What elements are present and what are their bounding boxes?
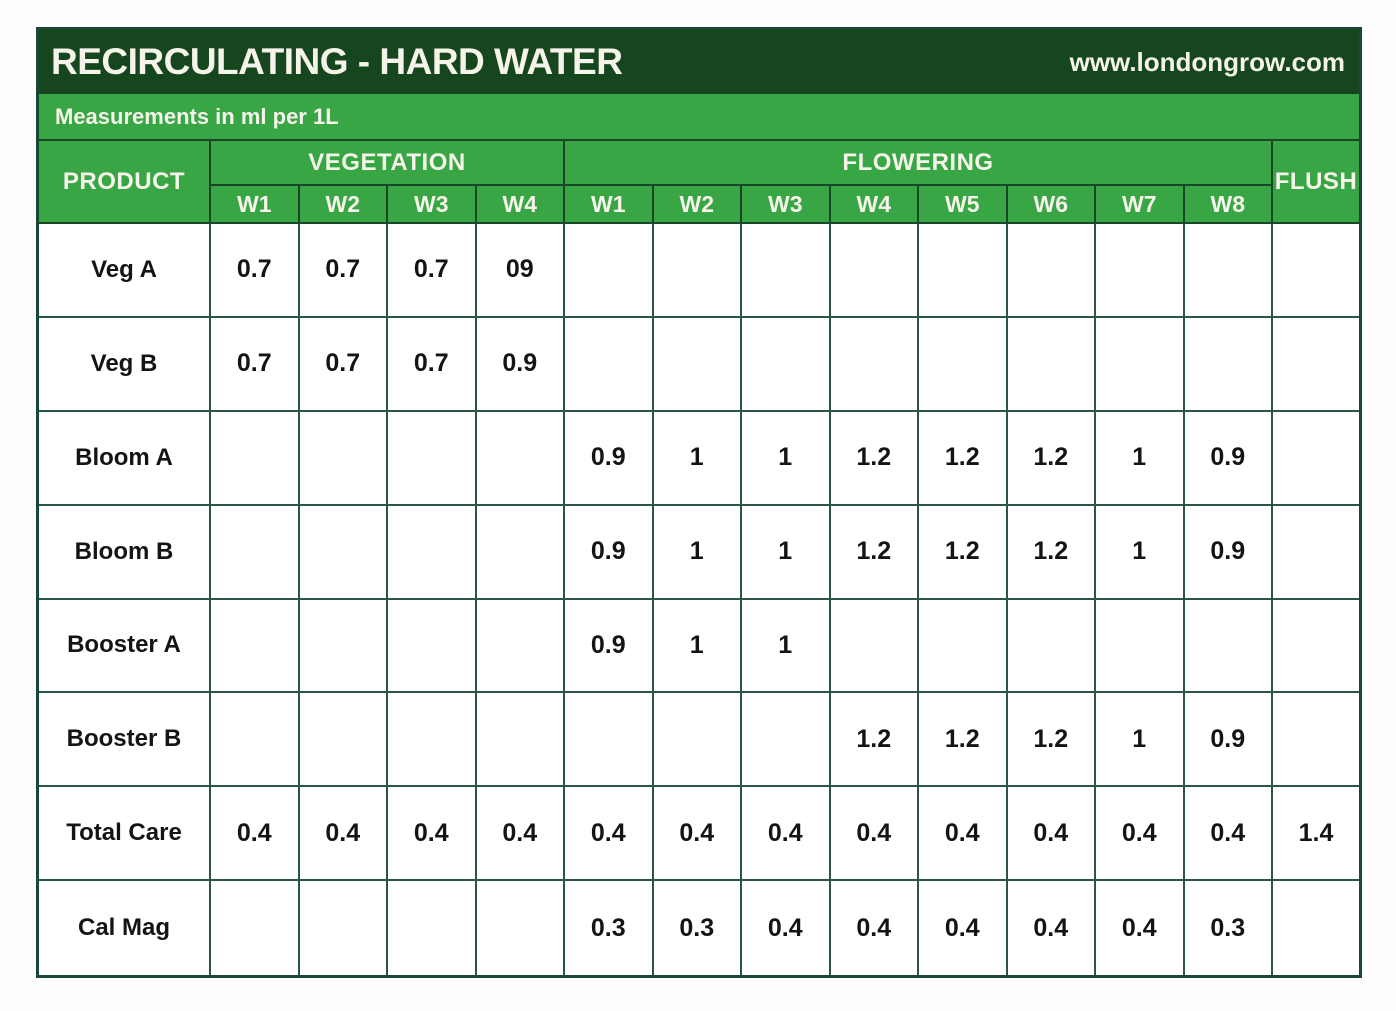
value-cell: 1 [742,506,831,600]
value-cell: 0.9 [565,506,654,600]
value-cell [831,224,920,318]
value-cell [831,318,920,412]
value-cell: 1.2 [1008,412,1097,506]
flush-value-cell [1273,318,1359,412]
measurements-note: Measurements in ml per 1L [55,103,339,129]
value-cell: 0.9 [1185,506,1274,600]
value-cell: 0.7 [388,318,477,412]
value-cell: 1 [654,600,743,694]
page-title: RECIRCULATING - HARD WATER [51,41,623,82]
value-cell [831,600,920,694]
value-cell: 1.2 [919,412,1008,506]
value-cell: 1.2 [919,693,1008,787]
value-cell [742,224,831,318]
value-cell: 1 [742,600,831,694]
flush-value-cell [1273,600,1359,694]
product-name: Bloom A [39,412,211,506]
value-cell: 0.4 [1185,787,1274,881]
value-cell [1185,318,1274,412]
measurements-bar [39,94,1359,141]
value-cell: 1 [1096,506,1185,600]
product-name: Bloom B [39,506,211,600]
product-column-header: PRODUCT [39,141,211,224]
value-cell: 1 [654,506,743,600]
value-cell [654,693,743,787]
value-cell [919,224,1008,318]
value-cell [211,506,300,600]
value-cell: 0.4 [919,881,1008,975]
value-cell [919,318,1008,412]
value-cell [919,600,1008,694]
value-cell: 0.7 [211,224,300,318]
value-cell: 0.4 [742,881,831,975]
week-header-flower-w1: W1 [565,186,654,224]
value-cell: 0.9 [477,318,566,412]
value-cell: 0.4 [1096,787,1185,881]
value-cell: 0.7 [388,224,477,318]
value-cell [1008,318,1097,412]
week-header-flower-w3: W3 [742,186,831,224]
value-cell: 0.3 [1185,881,1274,975]
website-link[interactable]: www.londongrow.com [1069,46,1345,77]
flush-value-cell [1273,224,1359,318]
value-cell [300,600,389,694]
value-cell: 1 [742,412,831,506]
value-cell [742,318,831,412]
flush-value-cell [1273,412,1359,506]
value-cell [211,881,300,975]
value-cell [565,318,654,412]
value-cell [1185,600,1274,694]
flush-column-header: FLUSH [1273,141,1359,224]
value-cell: 0.3 [565,881,654,975]
value-cell: 0.4 [919,787,1008,881]
value-cell [477,600,566,694]
week-header-veg-w3: W3 [388,186,477,224]
value-cell: 0.4 [831,787,920,881]
value-cell: 0.3 [654,881,743,975]
value-cell: 0.9 [1185,412,1274,506]
week-header-veg-w4: W4 [477,186,566,224]
value-cell [300,881,389,975]
week-header-flower-w4: W4 [831,186,920,224]
value-cell: 1 [1096,693,1185,787]
value-cell [565,224,654,318]
value-cell: 1.2 [831,412,920,506]
value-cell: 1.2 [831,506,920,600]
value-cell: 0.4 [654,787,743,881]
value-cell [477,506,566,600]
value-cell: 0.4 [1008,881,1097,975]
value-cell [211,600,300,694]
value-cell: 0.4 [388,787,477,881]
value-cell: 1.2 [1008,693,1097,787]
value-cell: 1 [1096,412,1185,506]
week-header-veg-w1: W1 [211,186,300,224]
value-cell [300,506,389,600]
value-cell: 0.4 [211,787,300,881]
value-cell: 0.7 [300,318,389,412]
value-cell [1008,224,1097,318]
value-cell [477,693,566,787]
value-cell: 0.4 [300,787,389,881]
value-cell [211,412,300,506]
value-cell: 0.9 [565,412,654,506]
value-cell [1096,600,1185,694]
flush-value-cell [1273,693,1359,787]
week-header-flower-w8: W8 [1185,186,1274,224]
value-cell [300,693,389,787]
value-cell [477,412,566,506]
value-cell [1096,318,1185,412]
feed-table [39,141,1359,975]
value-cell [1096,224,1185,318]
value-cell: 0.4 [477,787,566,881]
value-cell [300,412,389,506]
flush-value-cell: 1.4 [1273,787,1359,881]
week-header-flower-w2: W2 [654,186,743,224]
value-cell: 09 [477,224,566,318]
value-cell: 0.4 [1096,881,1185,975]
value-cell [1008,600,1097,694]
value-cell [1185,224,1274,318]
value-cell [742,693,831,787]
week-header-veg-w2: W2 [300,186,389,224]
value-cell: 0.4 [565,787,654,881]
value-cell: 1.2 [919,506,1008,600]
value-cell [565,693,654,787]
product-name: Veg A [39,224,211,318]
value-cell: 0.7 [211,318,300,412]
value-cell [388,881,477,975]
value-cell [388,412,477,506]
week-header-flower-w5: W5 [919,186,1008,224]
product-name: Veg B [39,318,211,412]
product-name: Total Care [39,787,211,881]
value-cell: 1.2 [831,693,920,787]
week-header-flower-w7: W7 [1096,186,1185,224]
value-cell: 0.7 [300,224,389,318]
flush-value-cell [1273,881,1359,975]
product-name: Booster A [39,600,211,694]
value-cell: 0.9 [565,600,654,694]
value-cell [211,693,300,787]
flush-value-cell [1273,506,1359,600]
value-cell [388,693,477,787]
value-cell [654,224,743,318]
value-cell [388,506,477,600]
value-cell [388,600,477,694]
value-cell: 0.4 [1008,787,1097,881]
value-cell [477,881,566,975]
product-name: Cal Mag [39,881,211,975]
value-cell: 0.9 [1185,693,1274,787]
value-cell: 1.2 [1008,506,1097,600]
group-header-vegetation: VEGETATION [211,141,565,186]
feed-chart-sheet [36,27,1362,978]
product-name: Booster B [39,693,211,787]
value-cell: 0.4 [742,787,831,881]
title-bar [39,30,1359,94]
value-cell: 1 [654,412,743,506]
value-cell: 0.4 [831,881,920,975]
value-cell [654,318,743,412]
group-header-flowering: FLOWERING [565,141,1273,186]
week-header-flower-w6: W6 [1008,186,1097,224]
